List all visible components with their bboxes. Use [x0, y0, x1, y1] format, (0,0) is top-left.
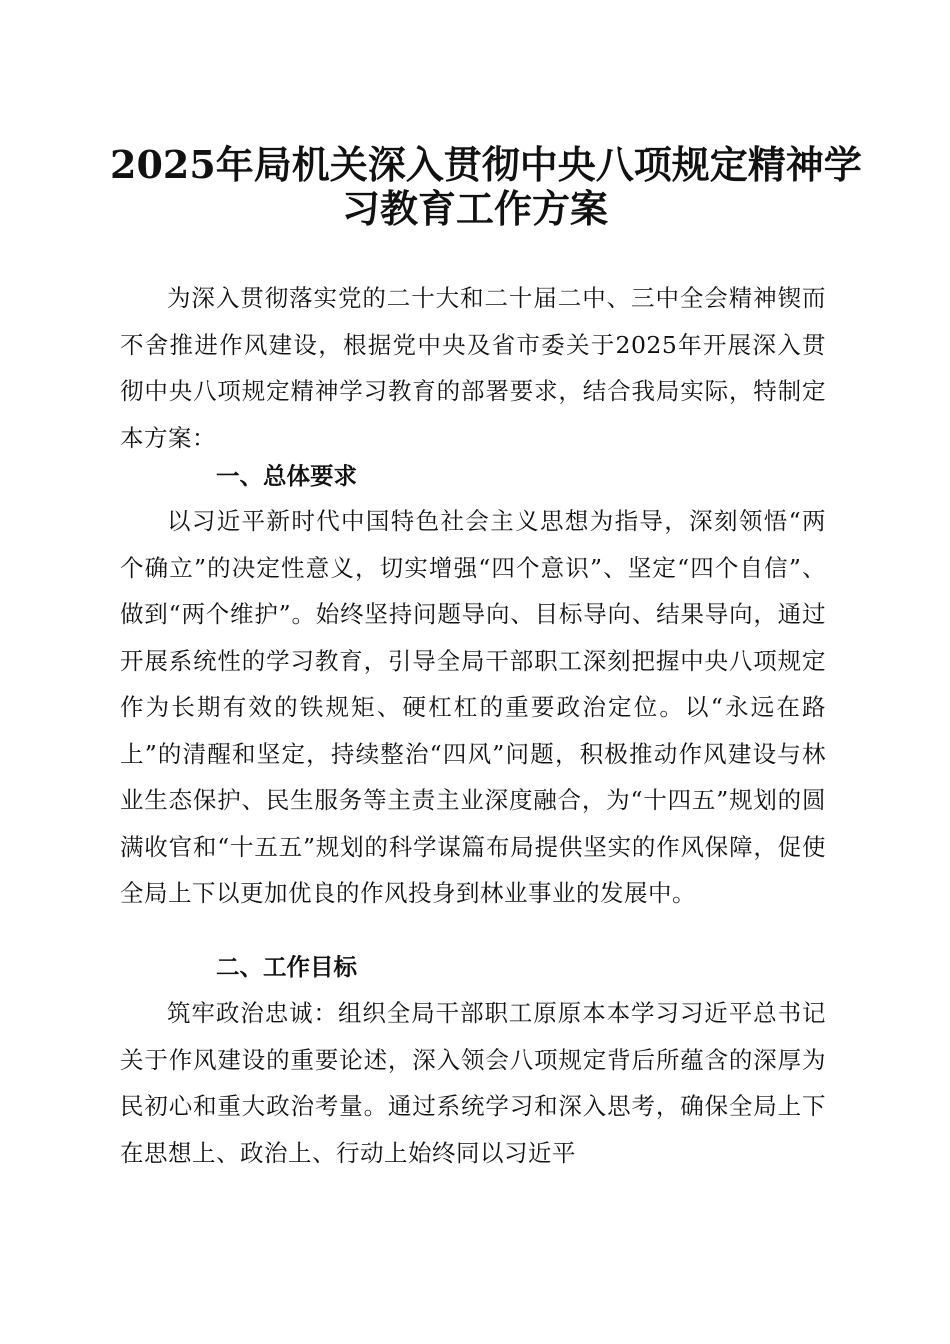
work-goals-paragraph: 筑牢政治忠诚：组织全局干部职工原原本本学习习近平总书记关于作风建设的重要论述，深入领会八项规定背后所蕴含的深厚为民初心和重大政治考量。通过系统学习和深入思考，确保全局上下在思想上、政治上、行动上始终同以习近平: [120, 999, 826, 1167]
general-requirements-paragraph: 以习近平新时代中国特色社会主义思想为指导，深刻领悟“两个确立”的决定性意义，切实增强“四个意识”、坚定“四个自信”、做到“两个维护”。始终坚持问题导向、目标导向、结果导向，通过开展系统性的学习教育，引导全局干部职工深刻把握中央八项规定作为长期有效的铁规矩、硬杠杠的重要政治定位。以“永远在路上”的清醒和坚定，持续整治“四风”问题，积极推动作风建设与林业生态保护、民生服务等主责主业深度融合，为“十四五”规划的圆满收官和“十五五”规划的科学谋篇布局提供坚实的作风保障，促使全局上下以更加优良的作风投身到林业事业的发展中。: [120, 507, 826, 907]
intro-paragraph: 为深入贯彻落实党的二十大和二十届二中、三中全会精神锲而不舍推进作风建设，根据党中央及省市委关于2025年开展深入贯彻中央八项规定精神学习教育的部署要求，结合我局实际，特制定本方案：: [120, 284, 826, 452]
document-title-line-2: 习教育工作方案: [341, 186, 608, 231]
section-heading-general-requirements: 一、总体要求: [216, 462, 357, 490]
section-heading-work-goals: 二、工作目标: [216, 953, 357, 981]
document-title-line-1: 2025年局机关深入贯彻中央八项规定精神学: [110, 142, 862, 187]
